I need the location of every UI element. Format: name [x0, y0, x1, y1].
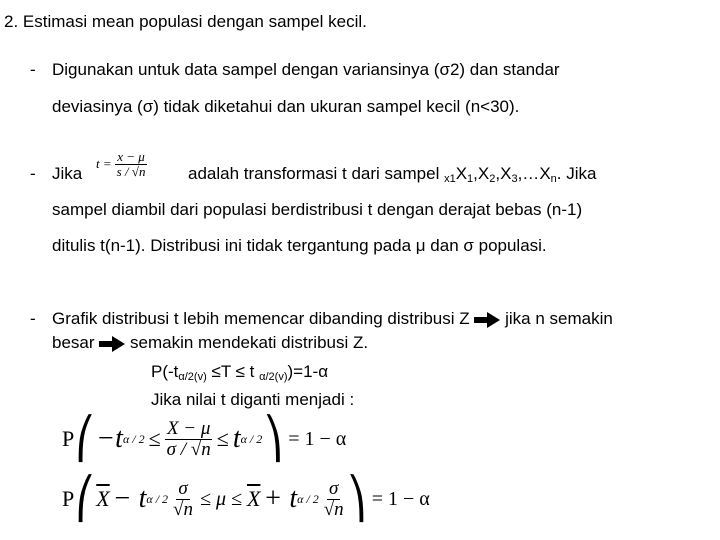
seq-xn: X [539, 164, 551, 183]
bullet3-line2 [52, 333, 368, 353]
eq1-le-2: ≤ [216, 426, 229, 451]
t-formula-denominator: s / √n [116, 163, 146, 179]
equation-2 [62, 472, 430, 526]
eq2-numerator-2: σ [329, 477, 339, 499]
bullet1-dash: - [30, 60, 36, 79]
bullet3-line1 [52, 309, 613, 329]
bullet2-rest-a: adalah transformasi t dari sampel [188, 164, 440, 183]
prob-b: ≤T ≤ t [211, 362, 255, 381]
bullet2-rest-b: . Jika [556, 164, 597, 183]
bullet2-line2: sampel diambil dari populasi berdistribusi t dengan derajat bebas (n-1) [52, 200, 583, 219]
eq2-numerator-1: σ [178, 477, 188, 499]
seq-x1: X [455, 164, 468, 183]
eq2-right-paren: ⎞ [346, 476, 367, 521]
eq2-plus-t: + t [263, 483, 298, 514]
seq-sub-1: 1 [467, 173, 474, 185]
eq2-rhs: = 1 − α [371, 487, 430, 510]
seq-x3: X [500, 164, 512, 183]
seq-sub-2: 2 [489, 173, 496, 185]
eq1-neg-t: −t [96, 423, 123, 454]
eq2-le-mu-le: ≤ μ ≤ [199, 487, 242, 510]
eq2-denominator-1: √n [173, 498, 193, 520]
eq2-xbar-2: $\overline{X}$ [246, 486, 261, 511]
seq-x2: X [477, 164, 490, 183]
seq-sub-n: n [550, 173, 557, 185]
eq2-minus-t: − t [112, 483, 147, 514]
bullet2-line1-rest: adalah transformasi t dari sampel $_{x1}X_1,X_2,X_3,\dots X_n$. Jika [188, 164, 597, 185]
prob-sub2: α/2(v) [259, 371, 288, 383]
eq1-rhs: = 1 − α [288, 427, 347, 450]
eq1-denominator: σ / √n [166, 438, 211, 460]
eq2-fraction-1 [171, 479, 195, 520]
eq1-left-paren: ⎛ [75, 416, 96, 461]
bullet3-line2b: semakin mendekati distribusi Z. [130, 333, 369, 352]
t-formula [96, 150, 147, 178]
eq2-sub-2: α / 2 [297, 491, 319, 506]
t-formula-lhs: t = [96, 156, 112, 172]
bullet2-jika: Jika [52, 164, 83, 183]
eq2-P: P [62, 486, 75, 511]
section-heading: 2. Estimasi mean populasi dengan sampel kecil. [4, 12, 367, 31]
eq2-left-paren: ⎛ [75, 476, 96, 521]
equation-1 [62, 412, 346, 466]
seq-sub-3: 3 [511, 173, 518, 185]
eq2-xbar-1: $\overline{X}$ [96, 486, 110, 511]
eq1-numerator: X − μ [166, 417, 211, 439]
arrow-right-icon [474, 312, 500, 328]
t-formula-numerator: x − μ [117, 149, 145, 164]
arrow-right-icon [99, 336, 125, 352]
prob-sub1: α/2(v) [178, 371, 207, 383]
eq1-le-1: ≤ [148, 426, 161, 451]
eq2-fraction-2 [322, 479, 346, 520]
bullet3-dash: - [30, 309, 36, 328]
eq2-sub-1: α / 2 [146, 491, 169, 506]
t-formula-fraction [115, 150, 148, 178]
bullet2-dash: - [30, 164, 36, 183]
bullet3-line4: Jika nilai t diganti menjadi : [151, 390, 355, 409]
eq1-t: t [232, 423, 241, 454]
prob-a: P(-t [151, 362, 179, 381]
eq1-fraction [165, 419, 213, 460]
bullet3-line2a: besar [52, 333, 95, 352]
eq1-sub-1: α / 2 [122, 431, 145, 446]
eq1-right-paren: ⎞ [263, 416, 284, 461]
bullet1-line1: Digunakan untuk data sampel dengan variansinya (σ2) dan standar [52, 60, 560, 79]
bullet3-line1b: jika n semakin [505, 309, 613, 328]
prob-c: )=1-α [287, 362, 329, 381]
eq2-denominator-2: √n [323, 498, 344, 520]
eq1-sub-2: α / 2 [240, 431, 263, 446]
bullet3-line1a: Grafik distribusi t lebih memencar dibanding distribusi Z [52, 309, 470, 328]
eq1-P: P [62, 426, 75, 451]
bullet1-line2: deviasinya (σ) tidak diketahui dan ukuran sampel kecil (n<30). [52, 97, 520, 116]
probability-line [151, 362, 328, 382]
bullet2-line3: ditulis t(n-1). Distribusi ini tidak tergantung pada μ dan σ populasi. [52, 236, 547, 255]
x1-subscript: x1 [444, 173, 456, 185]
